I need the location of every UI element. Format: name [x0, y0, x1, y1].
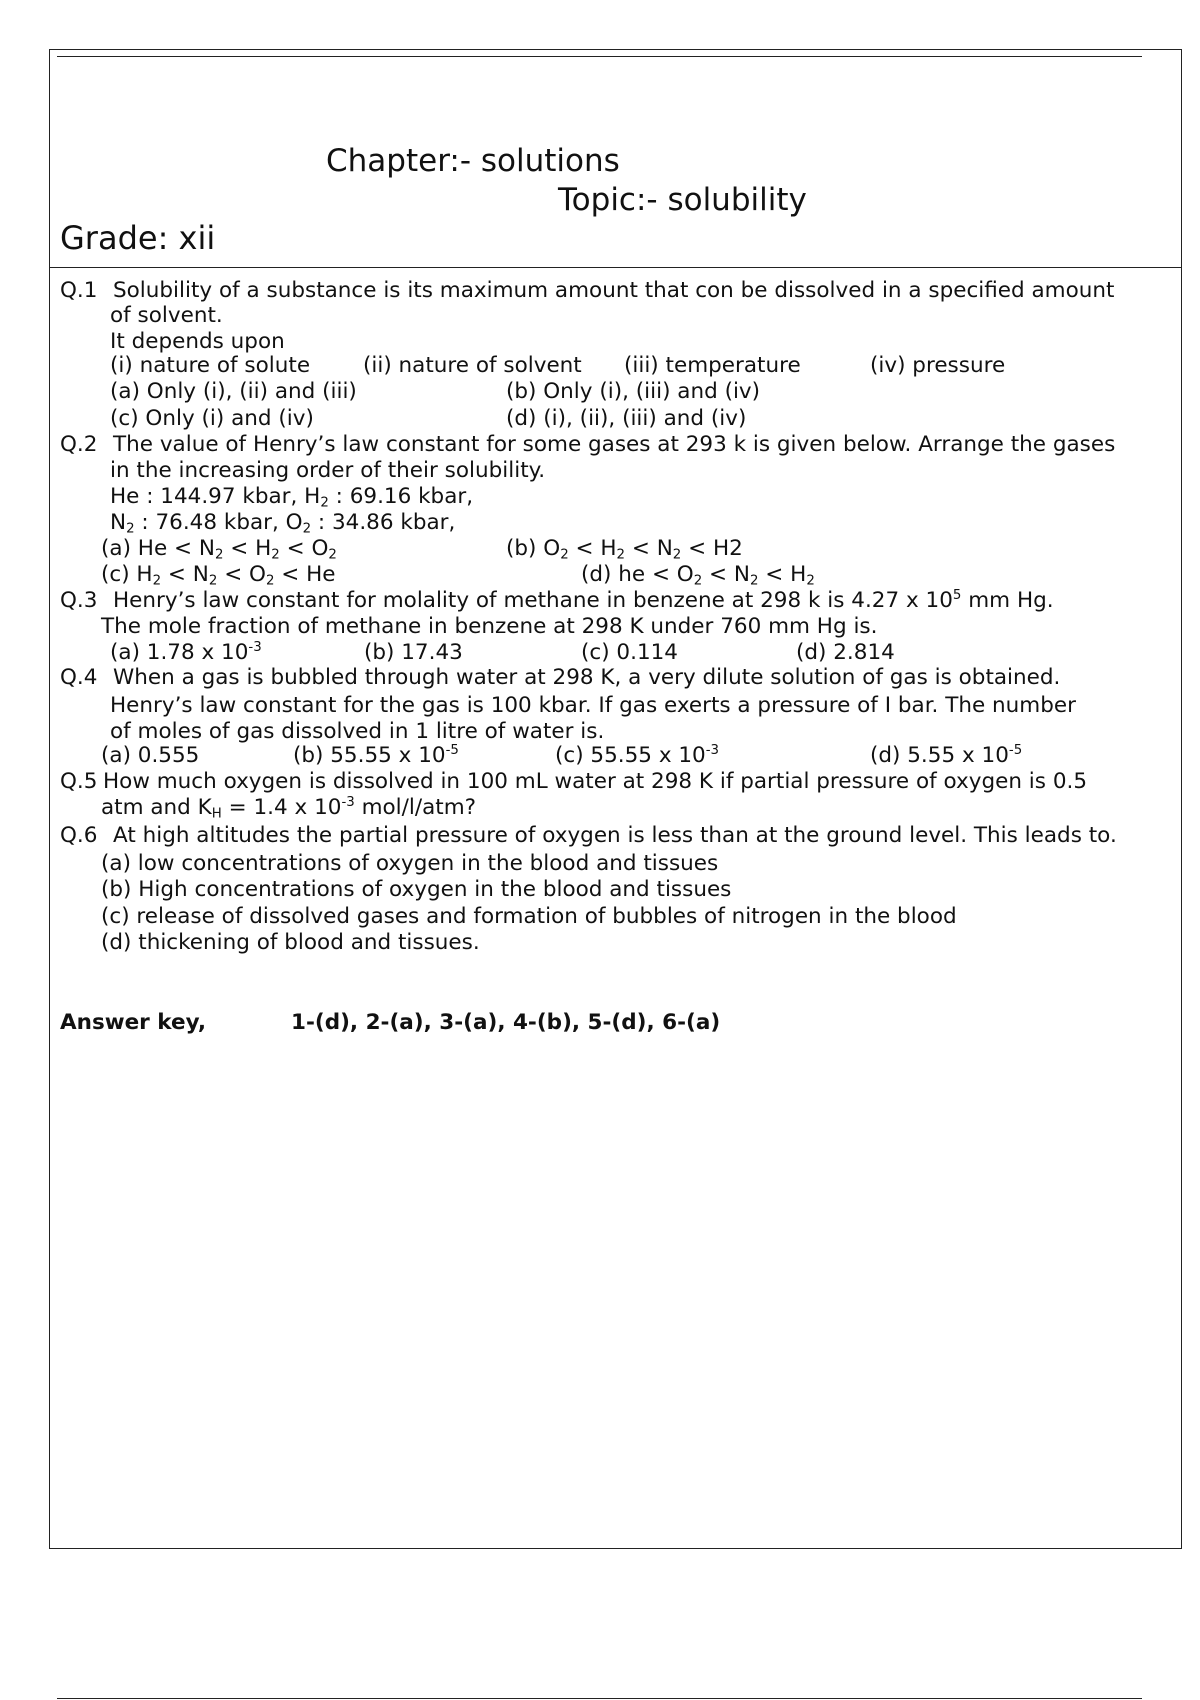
q1-stem-line-1: Solubility of a substance is its maximum amount that con be dissolved in a specified amount — [113, 278, 1115, 303]
q4-option-a: (a) 0.555 — [101, 743, 200, 768]
q2-data-line-2: $N_2$ : 76.48 kbar, $O_2$ : 34.86 kbar, — [110, 510, 456, 537]
q2-data-line-1: He : 144.97 kbar, $H_2$ : 69.16 kbar, — [110, 484, 474, 511]
q3-stem-line-2: The mole fraction of methane in benzene at 298 K under 760 mm Hg is. — [101, 614, 878, 639]
header-rule — [49, 267, 1182, 268]
q1-stem-line-3: It depends upon — [110, 329, 285, 354]
q4-number: Q.4 — [60, 665, 98, 690]
q3-number: Q.3 — [60, 588, 98, 613]
q3-stem-line-1: Henry’s law constant for molality of methane in benzene at 298 k is 4.27 x $10^5$ mm Hg. — [113, 588, 1054, 613]
q1-number: Q.1 — [60, 278, 98, 303]
q3-option-b: (b) 17.43 — [364, 640, 463, 665]
topic-title: Topic:- solubility — [558, 182, 807, 218]
q1-factor-2: (ii) nature of solvent — [363, 353, 582, 378]
q4-stem-line-2: Henry’s law constant for the gas is 100 kbar. If gas exerts a pressure of I bar. The number — [110, 693, 1076, 718]
q6-number: Q.6 — [60, 823, 98, 848]
bottom-rule — [57, 1698, 1142, 1699]
q2-option-b: (b) $O_2 < H_2 < N_2 < H2$ — [506, 536, 743, 563]
q4-option-b: (b) 55.55 x $10^{-5}$ — [293, 743, 459, 768]
q6-option-c: (c) release of dissolved gases and formation of bubbles of nitrogen in the blood — [101, 904, 957, 929]
q6-stem-line-1: At high altitudes the partial pressure of oxygen is less than at the ground level. This leads to. — [113, 823, 1117, 848]
grade-label: Grade: xii — [60, 219, 216, 257]
q1-option-c: (c) Only (i) and (iv) — [110, 406, 314, 431]
q3-option-d: (d) 2.814 — [796, 640, 895, 665]
q5-stem-line-1: How much oxygen is dissolved in 100 mL water at 298 K if partial pressure of oxygen is 0.5 — [103, 769, 1088, 794]
q4-stem-line-3: of moles of gas dissolved in 1 litre of water is. — [110, 719, 605, 744]
q4-option-c: (c) 55.55 x $10^{-3}$ — [555, 743, 720, 768]
q3-option-c: (c) 0.114 — [581, 640, 678, 665]
q6-option-a: (a) low concentrations of oxygen in the blood and tissues — [101, 851, 719, 876]
q5-stem-line-2: atm and $K_H = 1.4$ x $10^{-3}$ mol/l/atm? — [101, 795, 477, 822]
answer-key-values: 1-(d), 2-(a), 3-(a), 4-(b), 5-(d), 6-(a) — [291, 1010, 721, 1035]
q1-option-b: (b) Only (i), (iii) and (iv) — [506, 379, 761, 404]
top-rule — [57, 56, 1142, 57]
q1-stem-line-2: of solvent. — [110, 303, 223, 328]
q3-option-a: (a) 1.78 x $10^{-3}$ — [110, 640, 262, 665]
q6-option-b: (b) High concentrations of oxygen in the blood and tissues — [101, 877, 732, 902]
q2-option-c: (c) $H_2 < N_2 < O_2 < He$ — [101, 562, 336, 589]
q2-stem-line-1: The value of Henry’s law constant for some gases at 293 k is given below. Arrange the gases — [113, 432, 1116, 457]
q1-factor-4: (iv) pressure — [870, 353, 1006, 378]
q4-option-d: (d) 5.55 x $10^{-5}$ — [870, 743, 1023, 768]
q2-stem-line-2: in the increasing order of their solubility. — [110, 458, 546, 483]
chapter-title: Chapter:- solutions — [326, 143, 620, 179]
q2-number: Q.2 — [60, 432, 98, 457]
q1-option-a: (a) Only (i), (ii) and (iii) — [110, 379, 357, 404]
q2-option-d: (d) he < $O_2 < N_2 < H_2$ — [581, 562, 815, 589]
q5-number: Q.5 — [60, 769, 98, 794]
q6-option-d: (d) thickening of blood and tissues. — [101, 930, 480, 955]
q1-option-d: (d) (i), (ii), (iii) and (iv) — [506, 406, 747, 431]
q1-factor-3: (iii) temperature — [624, 353, 801, 378]
q2-option-a: (a) $He < N_2 < H_2 < O_2$ — [101, 536, 337, 563]
q4-stem-line-1: When a gas is bubbled through water at 298 K, a very dilute solution of gas is obtained. — [113, 665, 1061, 690]
answer-key-label: Answer key, — [60, 1010, 207, 1035]
q1-factor-1: (i) nature of solute — [110, 353, 311, 378]
